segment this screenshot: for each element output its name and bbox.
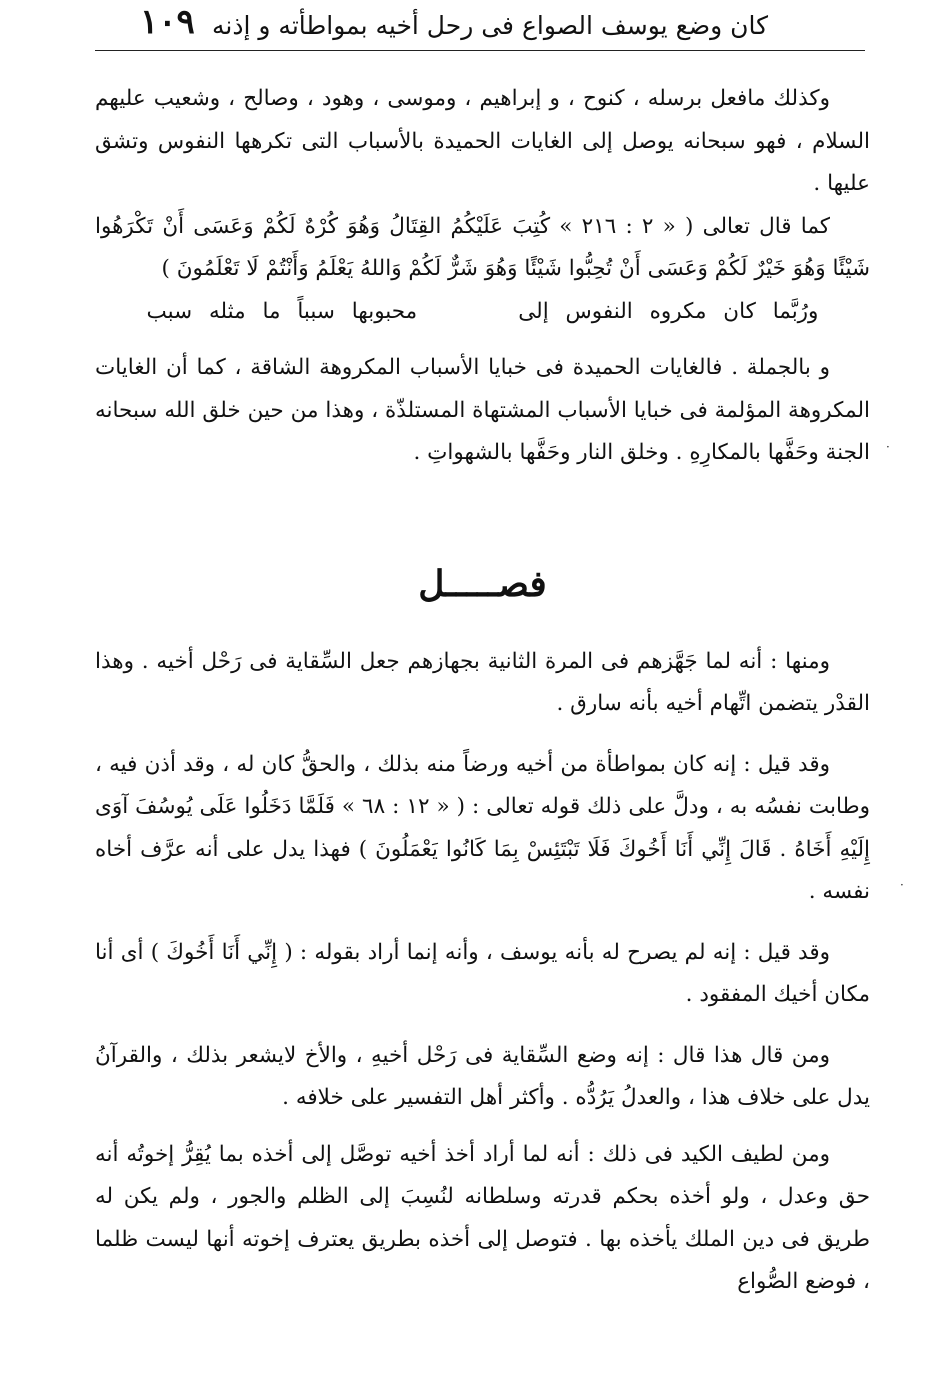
stray-mark-dot: · [886, 440, 890, 454]
section-title: فصـــــل [418, 562, 547, 605]
paragraph-muwataa: وقد قيل : إنه كان بمواطأة من أخيه ورضاً منه بذلك ، والحقُّ كان له ، وقد أذن فيه ، وطابت نفسُه به ، ودلَّ على ذلك قوله تعالى : ( « ١٢ : ٦٨ » فَلَمَّا دَخَلُوا عَلَى يُوسُفَ آوَى إِلَيْهِ أَخَاهُ . قَالَ إِنِّي أَنَا أَخُوكَ فَلَا تَبْتَئِسْ بِمَا كَانُوا يَعْمَلُونَ ) فهذا يدل على أنه عرَّف أخاه نفسه . [95, 751, 870, 904]
header-rule [95, 50, 865, 51]
paragraph-summary: و بالجملة . فالغايات الحميدة فى خبايا الأسباب المكروهة الشاقة ، كما أن الغايات المكروهة المؤلمة فى خبايا الأسباب المشتهاة المستلذّة ، وهذا من حين خلق الله سبحانه الجنة وحَفَّها بالمكارِهِ . وخلق النار وحَفَّها بالشهواتِ . [95, 355, 870, 465]
paragraph-makan-akhik: وقد قيل : إنه لم يصرح له بأنه يوسف ، وأنه إنما أراد بقوله : ( إِنِّي أَنَا أَخُوكَ ) أى أنا مكان أخيك المفقود . [95, 939, 870, 1007]
page-body [95, 78, 870, 1304]
paragraph-tafsir: ومن قال هذا قال : إنه وضع السِّقاية فى رَحْل أخيهِ ، والأخ لايشعر بذلك ، والقرآنُ يدل على خلاف هذا ، والعدلُ يَرُدُّه . وأكثر أهل التفسير على خلافه . [95, 1042, 870, 1110]
poetry-verse-hemistich-1: ورُبَّما كان مكروه النفوس إلى [518, 298, 819, 324]
poetry-verse-hemistich-2: محبوبها سبباً ما مثله سبب [146, 298, 418, 324]
stray-mark-dot: · [900, 878, 904, 892]
paragraph-prophets: وكذلك مافعل برسله ، كنوح ، و إبراهيم ، وموسى ، وهود ، وصالح ، وشعيب عليهم السلام ، فهو سبحانه يوصل إلى الغايات الحميدة بالأسباب التى تكرهها النفوس وتشق عليها . [95, 86, 870, 196]
paragraph-quran-2-216: كما قال تعالى ( « ٢ : ٢١٦ » كُتِبَ عَلَيْكُمُ القِتَالُ وَهُوَ كُرْهٌ لَكُمْ وَعَسَى أَنْ تَكْرَهُوا شَيْئًا وَهُوَ خَيْرٌ لَكُمْ وَعَسَى أَنْ تُحِبُّوا شَيْئًا وَهُوَ شَرٌّ لَكُمْ وَاللهُ يَعْلَمُ وَأَنْتُمْ لَا تَعْلَمُونَ ) [95, 213, 870, 281]
header-title: كان وضع يوسف الصواع فى رحل أخيه بمواطأته و إذنه [212, 10, 768, 40]
paragraph-kayd: ومن لطيف الكيد فى ذلك : أنه لما أراد أخذ أخيه توصَّل إلى أخذه بما يُقِرُّ إخوتُه أنه حق وعدل ، ولو أخذه بحكم قدرته وسلطانه لنُسِبَ إلى الظلم والجور ، ولم يكن له طريق فى دين الملك يأخذه بها . فتوصل إلى أخذه بطريق يعترف إخوته أنها ليست ظلما ، فوضع الصُّواع [95, 1141, 870, 1294]
paragraph-saqaya: ومنها : أنه لما جَهَّزهم فى المرة الثانية بجهازهم جعل السِّقاية فى رَحْل أخيه . وهذا القدْر يتضمن اتِّهام أخيه بأنه سارق . [95, 648, 870, 716]
poetry-verse [95, 291, 870, 334]
page-number: ١٠٩ [140, 2, 195, 42]
running-header [120, 6, 860, 44]
